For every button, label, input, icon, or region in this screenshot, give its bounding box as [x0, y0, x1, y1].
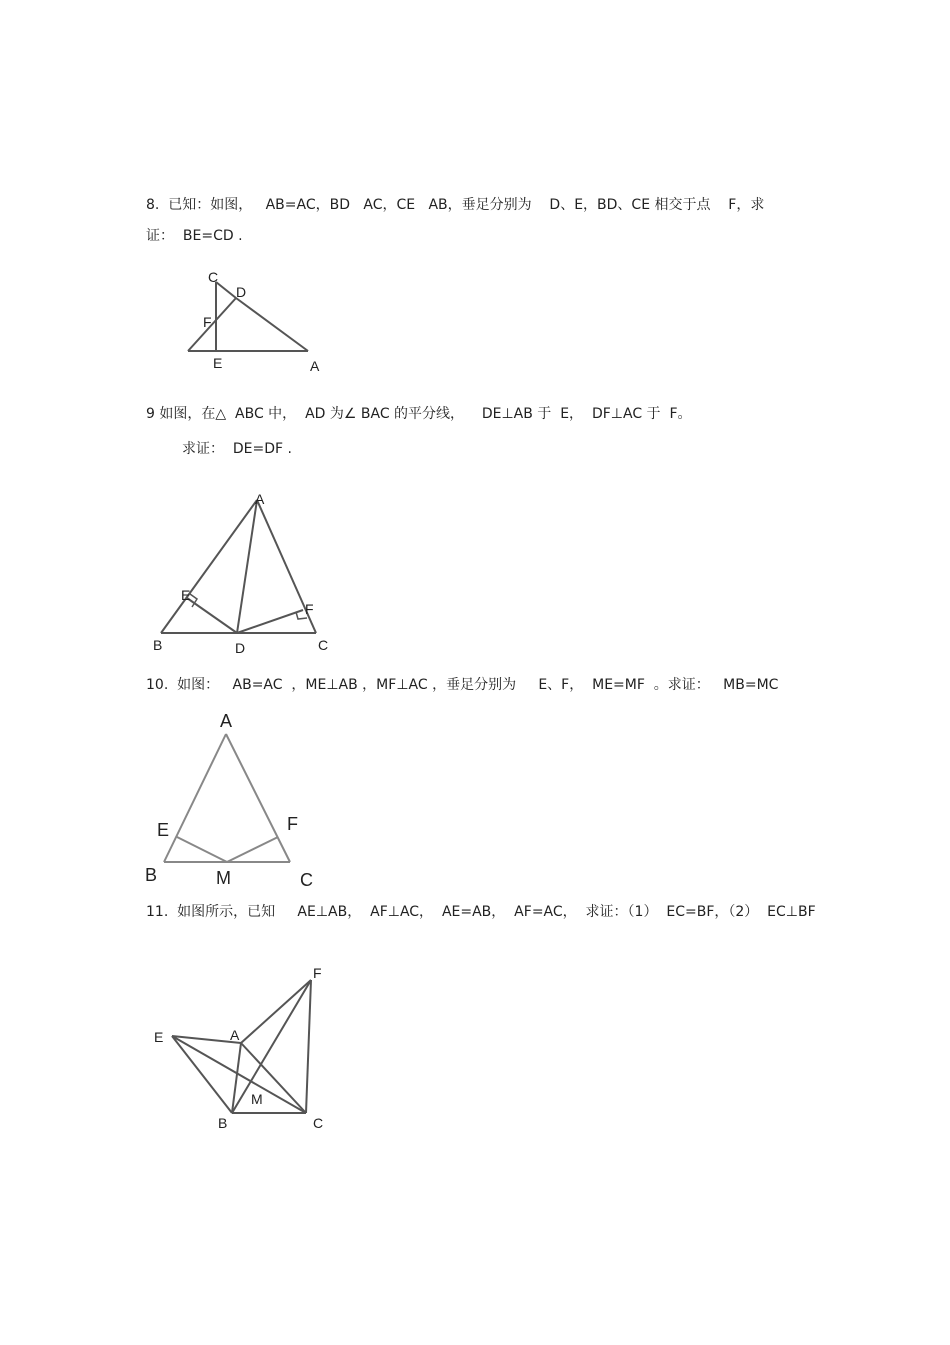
- problem-8-statement: 8. 已知：如图， AB=AC，BD AC，CE AB，垂足分别为 D、E，BD、CE 相交于点 F，求: [146, 197, 765, 213]
- problem-9-statement-cont: 求证： DE=DF .: [182, 441, 292, 457]
- segment-ab: [232, 1043, 241, 1113]
- problem-10-statement: 10. 如图： AB=AC ，ME⊥AB ，MF⊥AC ，垂足分别为 E、F， ME=MF 。求证： MB=MC: [146, 677, 779, 693]
- label-m: M: [216, 868, 231, 888]
- label-d: D: [235, 640, 246, 656]
- label-f: F: [313, 965, 322, 981]
- label-c: C: [318, 637, 329, 653]
- label-f: F: [287, 814, 298, 834]
- problem-11-statement: 11. 如图所示，已知 AE⊥AB， AF⊥AC， AE=AB， AF=AC， 求证：（1） EC=BF，（2） EC⊥BF: [146, 904, 816, 920]
- label-c: C: [208, 269, 219, 285]
- segment-af: [241, 980, 311, 1043]
- segment-fc: [306, 980, 311, 1113]
- label-a: A: [310, 358, 320, 374]
- problem-8-statement-cont: 证： BE=CD .: [146, 228, 243, 244]
- problem-9-statement: 9 如图，在△ ABC 中， AD 为∠ BAC 的平分线， DE⊥AB 于 E， DF⊥AC 于 F。: [146, 406, 692, 422]
- label-b: B: [218, 1115, 228, 1131]
- label-a: A: [230, 1027, 240, 1043]
- label-f: F: [203, 314, 212, 330]
- label-a: A: [220, 711, 233, 731]
- label-e: E: [181, 587, 191, 603]
- label-b: B: [145, 865, 158, 885]
- label-e: E: [154, 1029, 164, 1045]
- label-c: C: [313, 1115, 324, 1131]
- label-m: M: [251, 1091, 263, 1107]
- segment-eb: [172, 1036, 232, 1113]
- label-b: B: [153, 637, 163, 653]
- label-e: E: [213, 355, 223, 371]
- label-c: C: [300, 870, 313, 890]
- label-f: F: [305, 601, 314, 617]
- label-d: D: [236, 284, 247, 300]
- label-e: E: [157, 820, 170, 840]
- label-a: A: [255, 491, 265, 507]
